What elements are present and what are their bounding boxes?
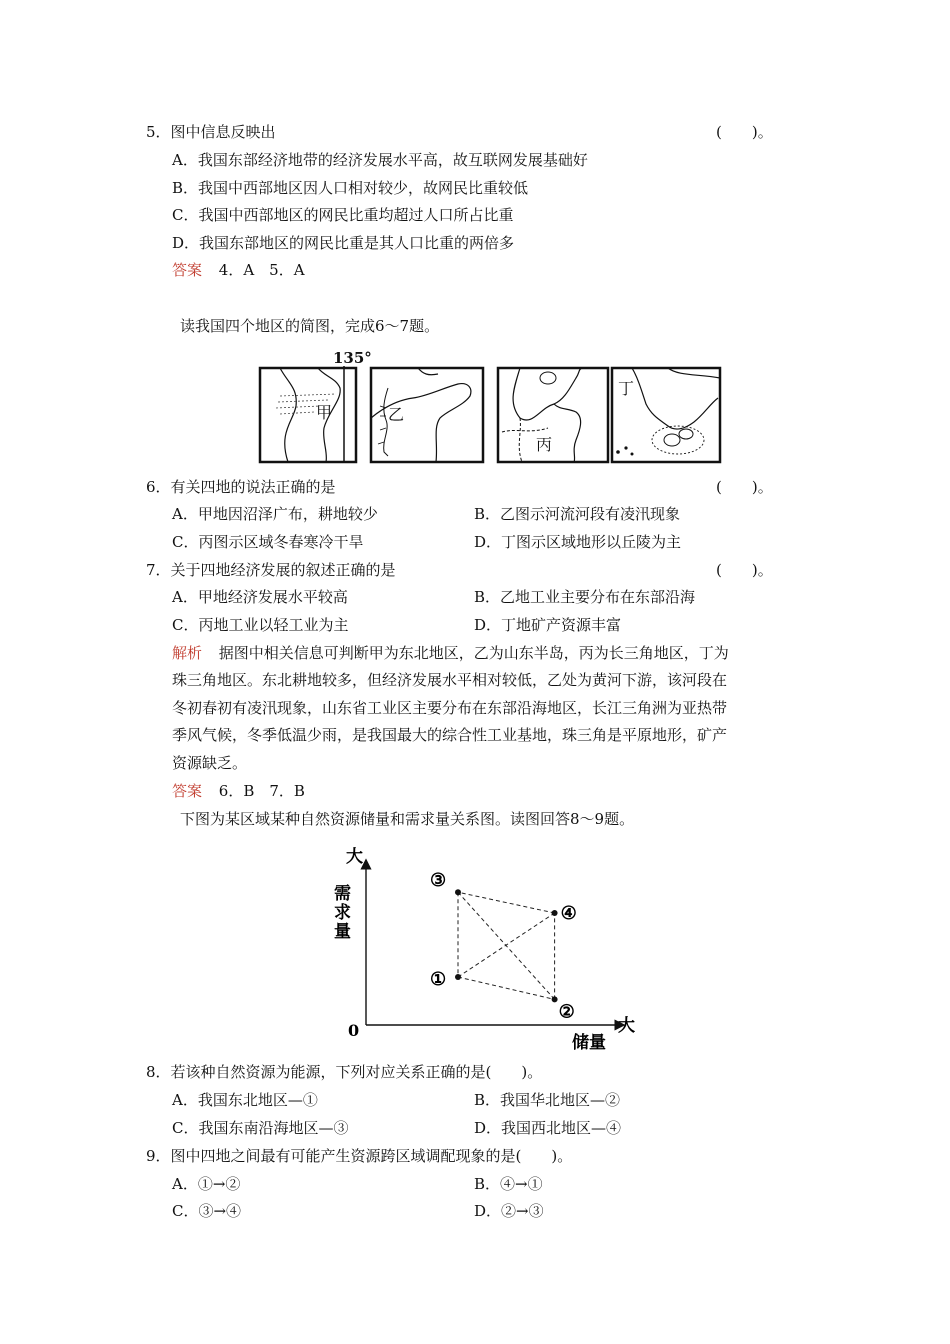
q7-option-d: D．丁地矿产资源丰富 xyxy=(474,616,622,634)
q9-option-a: A．①→② xyxy=(172,1175,241,1193)
q6-option-b: B．乙图示河流河段有凌汛现象 xyxy=(474,505,681,523)
q8-stem: 8．若该种自然资源为能源，下列对应关系正确的是( )。 xyxy=(146,1063,543,1081)
intro-6-7: 读我国四个地区的简图，完成6～7题。 xyxy=(180,317,440,335)
map-jia xyxy=(260,366,356,462)
q8-option-a: A．我国东北地区—① xyxy=(172,1091,318,1109)
connector-line xyxy=(458,913,555,977)
data-point xyxy=(455,974,461,980)
data-point xyxy=(552,910,558,916)
answer-text-2: 6．B 7．B xyxy=(218,782,305,800)
q6-option-d: D．丁图示区域地形以丘陵为主 xyxy=(474,533,682,551)
q7-stem: 7．关于四地经济发展的叙述正确的是 xyxy=(146,561,396,579)
point-label: ② xyxy=(558,1001,575,1023)
map-label-bing: 丙 xyxy=(536,435,553,454)
intro-8-9: 下图为某区域某种自然资源储量和需求量关系图。读图回答8～9题。 xyxy=(180,810,635,828)
analysis-line-3: 冬初春初有凌汛现象，山东省工业区主要分布在东部沿海地区，长江三角洲为亚热带 xyxy=(172,699,728,717)
map-ding xyxy=(612,368,720,462)
longitude-label: 135° xyxy=(333,349,372,367)
q6-option-a: A．甲地因沼泽广布，耕地较少 xyxy=(172,505,378,523)
analysis-text-1: 据图中相关信息可判断甲为东北地区，乙为山东半岛，丙为长三角地区，丁为 xyxy=(218,644,729,662)
point-label: ③ xyxy=(430,870,447,892)
map-label-yi: 乙 xyxy=(388,405,405,424)
q9-option-d: D．②→③ xyxy=(474,1202,544,1220)
map-label-ding: 丁 xyxy=(618,379,635,398)
q8-option-b: B．我国华北地区—② xyxy=(474,1091,621,1109)
q6-stem: 6．有关四地的说法正确的是 xyxy=(146,478,336,496)
y-end-label: 大 xyxy=(346,847,363,867)
answer-text: 4．A 5．A xyxy=(218,261,305,279)
map-label-jia: 甲 xyxy=(316,403,333,422)
analysis-label: 解析 xyxy=(172,644,203,662)
data-point xyxy=(552,996,558,1002)
map-bing xyxy=(498,368,608,462)
q6-paren: ( )。 xyxy=(716,478,773,496)
q5-option-d: D．我国东部地区的网民比重是其人口比重的两倍多 xyxy=(172,234,515,252)
q7-option-b: B．乙地工业主要分布在东部沿海 xyxy=(474,588,696,606)
q8-option-c: C．我国东南沿海地区—③ xyxy=(172,1119,349,1137)
origin-label: 0 xyxy=(348,1021,360,1040)
connector-line xyxy=(458,977,555,999)
q8-option-d: D．我国西北地区—④ xyxy=(474,1119,622,1137)
q9-option-b: B．④→① xyxy=(474,1175,543,1193)
point-label: ④ xyxy=(560,903,577,924)
q5-option-b: B．我国中西部地区因人口相对较少，故网民比重较低 xyxy=(172,179,529,197)
y-axis-label: 需求量 xyxy=(330,884,350,941)
four-region-maps xyxy=(258,348,724,464)
analysis-line-2: 珠三角地区。东北耕地较多，但经济发展水平相对较低，乙处为黄河下游，该河段在 xyxy=(172,671,728,689)
q7-option-c: C．丙地工业以轻工业为主 xyxy=(172,616,349,634)
answer-6-7 xyxy=(172,781,305,801)
connector-line xyxy=(458,892,555,913)
x-axis-label: 储量 xyxy=(572,1033,606,1053)
q6-option-c: C．丙图示区域冬春寒冷干旱 xyxy=(172,533,364,551)
data-points xyxy=(430,870,577,1022)
q9-option-c: C．③→④ xyxy=(172,1202,242,1220)
analysis-line-5: 资源缺乏。 xyxy=(172,754,248,772)
analysis-line-1 xyxy=(172,643,729,663)
point-label: ① xyxy=(430,969,447,990)
q9-stem: 9．图中四地之间最有可能产生资源跨区域调配现象的是( )。 xyxy=(146,1147,573,1165)
connector-line xyxy=(458,892,555,999)
q5-stem: 5．图中信息反映出 xyxy=(146,123,276,141)
answer-4-5 xyxy=(172,260,305,280)
q7-paren: ( )。 xyxy=(716,561,773,579)
answer-label-2: 答案 xyxy=(172,782,203,800)
q7-option-a: A．甲地经济发展水平较高 xyxy=(172,588,348,606)
q5-paren: ( )。 xyxy=(716,123,773,141)
data-point xyxy=(455,889,461,895)
map-yi xyxy=(371,368,483,462)
q5-option-c: C．我国中西部地区的网民比重均超过人口所占比重 xyxy=(172,206,514,224)
answer-label: 答案 xyxy=(172,261,203,279)
resource-chart xyxy=(330,838,640,1056)
analysis-line-4: 季风气候，冬季低温少雨，是我国最大的综合性工业基地，珠三角是平原地形，矿产 xyxy=(172,726,728,744)
x-end-label: 大 xyxy=(618,1016,635,1036)
dashed-connectors xyxy=(458,892,555,999)
q5-option-a: A．我国东部经济地带的经济发展水平高，故互联网发展基础好 xyxy=(172,151,588,169)
